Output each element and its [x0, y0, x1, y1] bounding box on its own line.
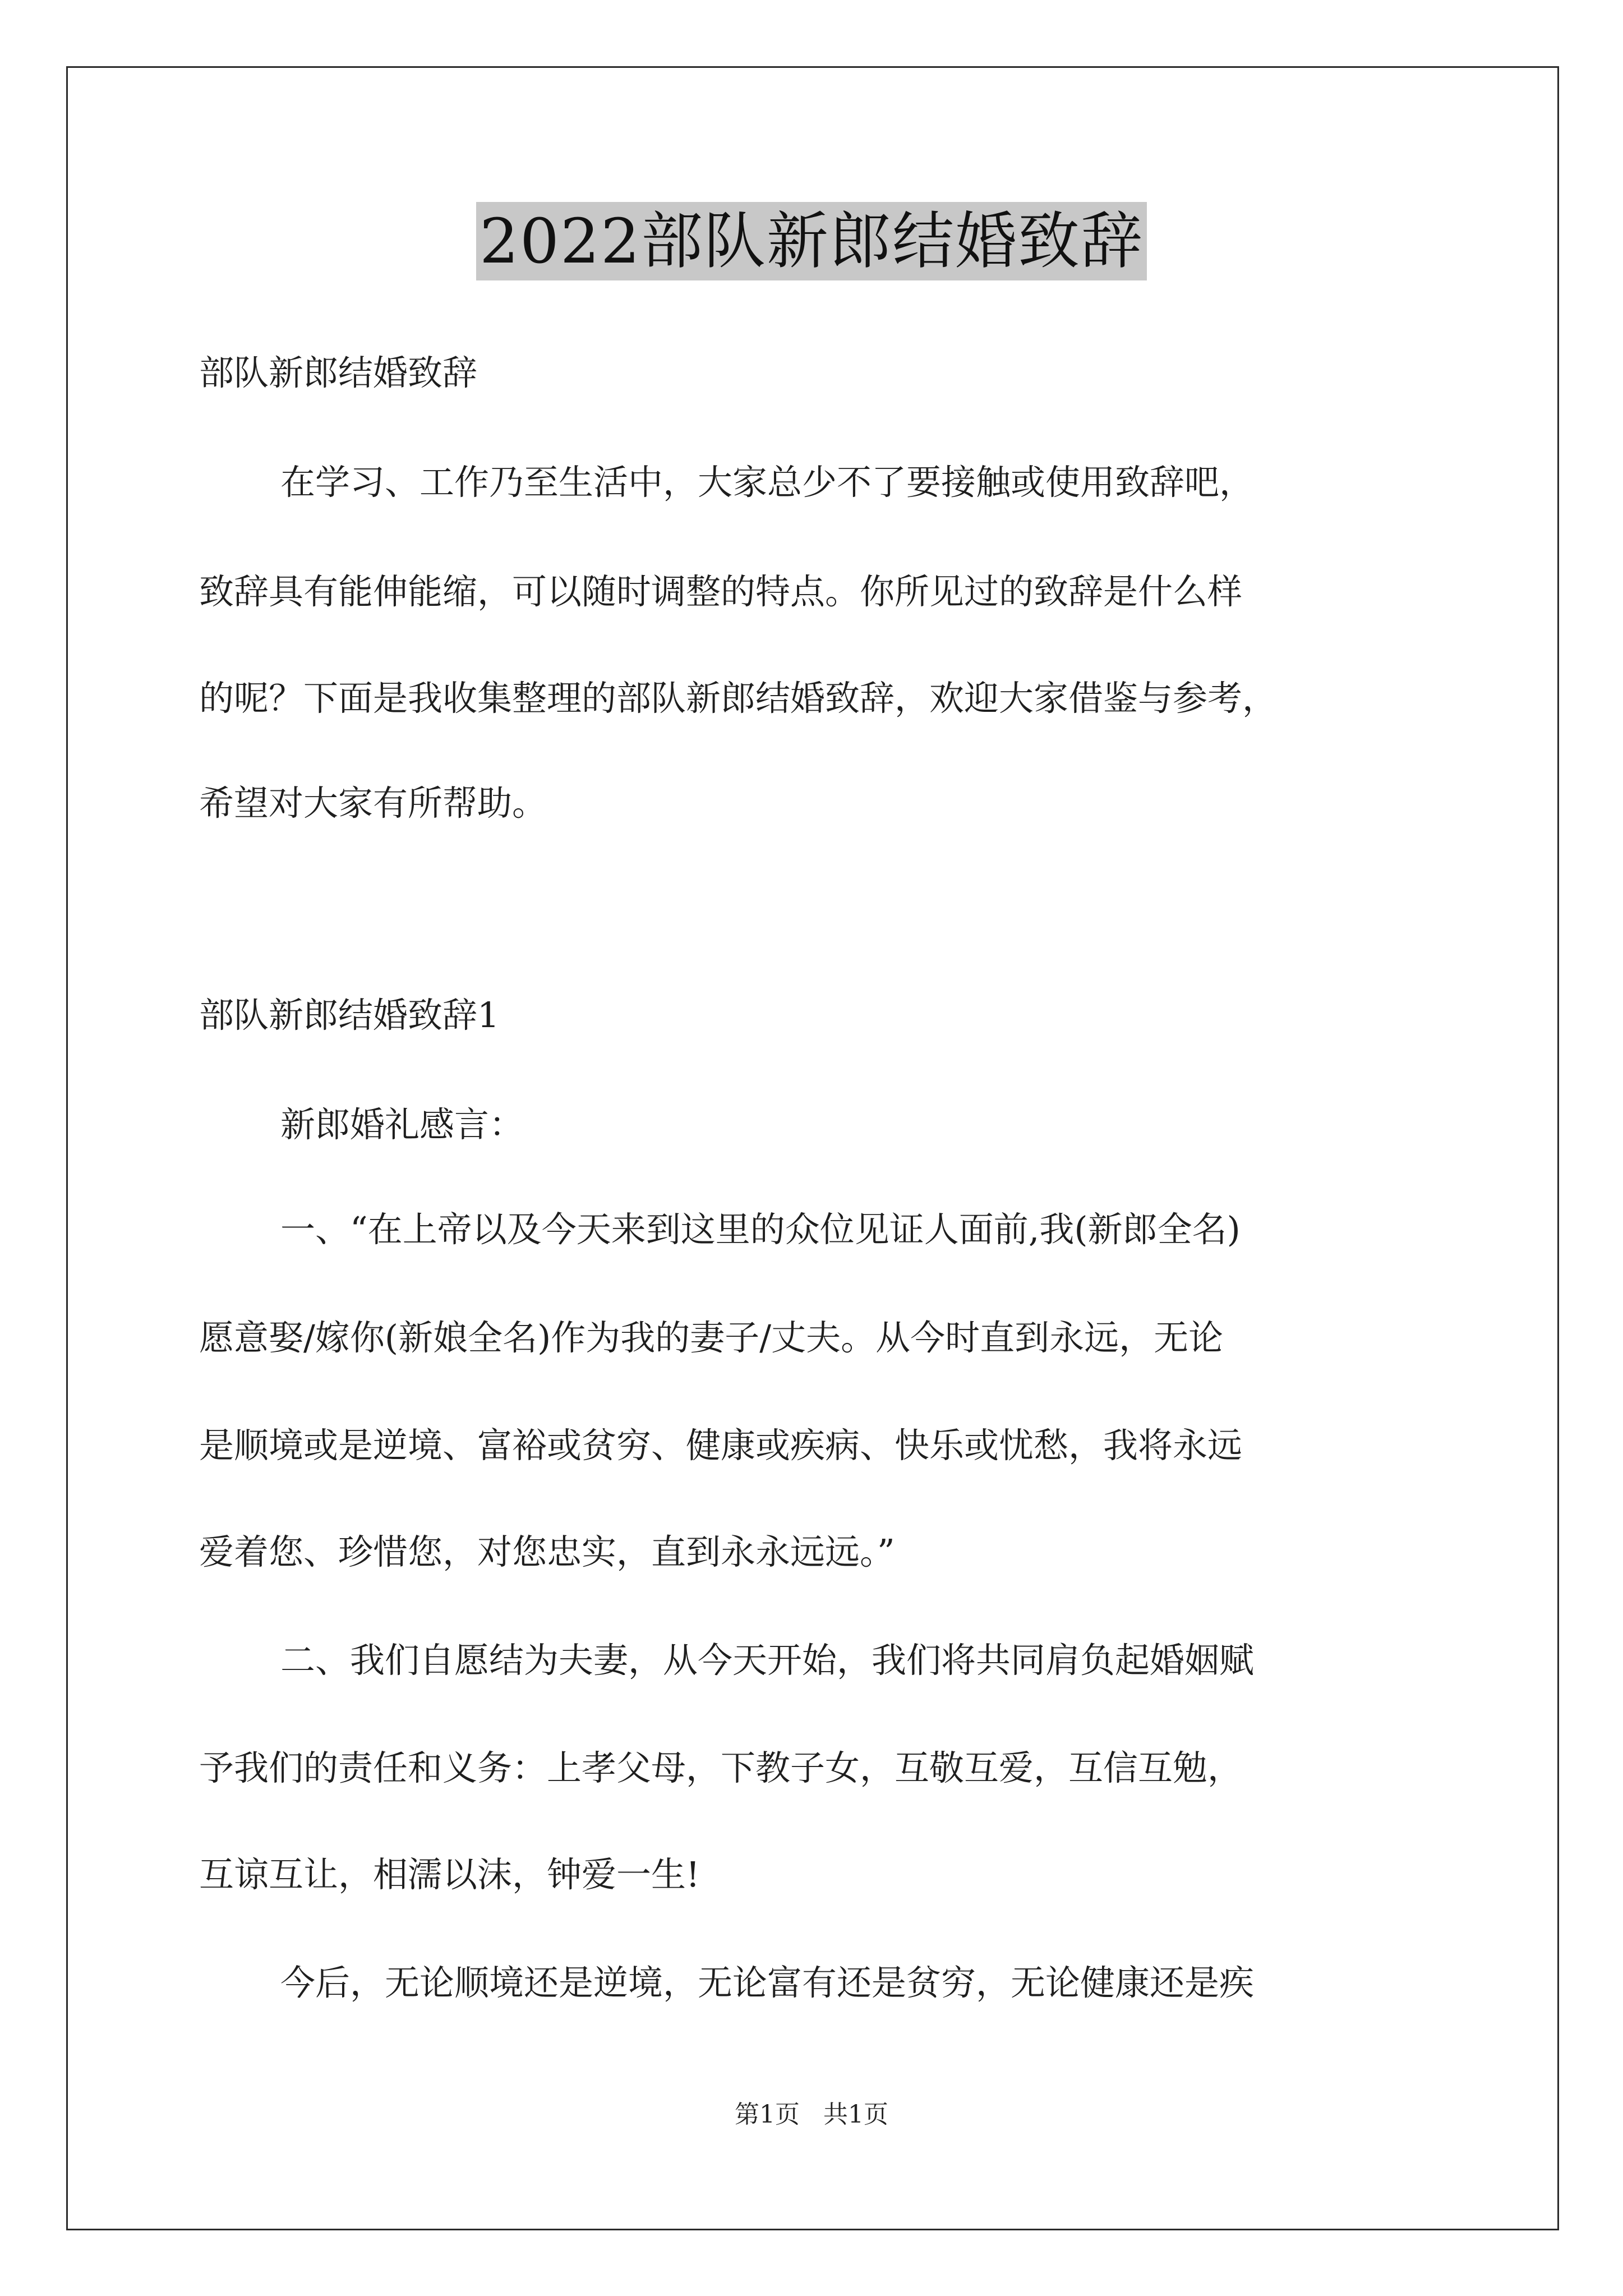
section-heading: 部队新郎结婚致辞 — [199, 352, 478, 393]
body-line: 是顺境或是逆境、富裕或贫穷、健康或疾病、快乐或忧愁，我将永远 — [199, 1425, 1243, 1466]
body-line: 今后，无论顺境还是逆境，无论富有还是贫穷，无论健康还是疾 — [280, 1962, 1255, 2003]
body-line: 爱着您、珍惜您，对您忠实，直到永永远远。” — [199, 1531, 895, 1572]
body-line: 愿意娶/嫁你(新娘全名)作为我的妻子/丈夫。从今时直到永远，无论 — [199, 1317, 1224, 1358]
section-heading: 部队新郎结婚致辞1 — [199, 995, 500, 1036]
body-line: 希望对大家有所帮助。 — [199, 783, 547, 823]
body-line: 致辞具有能伸能缩，可以随时调整的特点。你所见过的致辞是什么样 — [199, 571, 1243, 612]
title-container — [0, 202, 1623, 280]
page-total: 共1页 — [823, 2100, 888, 2129]
body-line: 二、我们自愿结为夫妻，从今天开始，我们将共同肩负起婚姻赋 — [280, 1640, 1255, 1681]
body-line: 新郎婚礼感言： — [280, 1104, 524, 1145]
document-title: 2022部队新郎结婚致辞 — [476, 202, 1147, 280]
page-footer — [0, 2098, 1623, 2132]
body-line: 在学习、工作乃至生活中，大家总少不了要接触或使用致辞吧， — [280, 462, 1255, 503]
body-line: 予我们的责任和义务：上孝父母，下教子女，互敬互爱，互信互勉， — [199, 1747, 1243, 1788]
body-line: 一、“在上帝以及今天来到这里的众位见证人面前,我(新郎全名) — [280, 1209, 1241, 1250]
page-number: 第1页 — [735, 2100, 800, 2129]
body-line: 互谅互让，相濡以沫，钟爱一生! — [199, 1854, 700, 1895]
body-line: 的呢？下面是我收集整理的部队新郎结婚致辞，欢迎大家借鉴与参考， — [199, 678, 1278, 719]
